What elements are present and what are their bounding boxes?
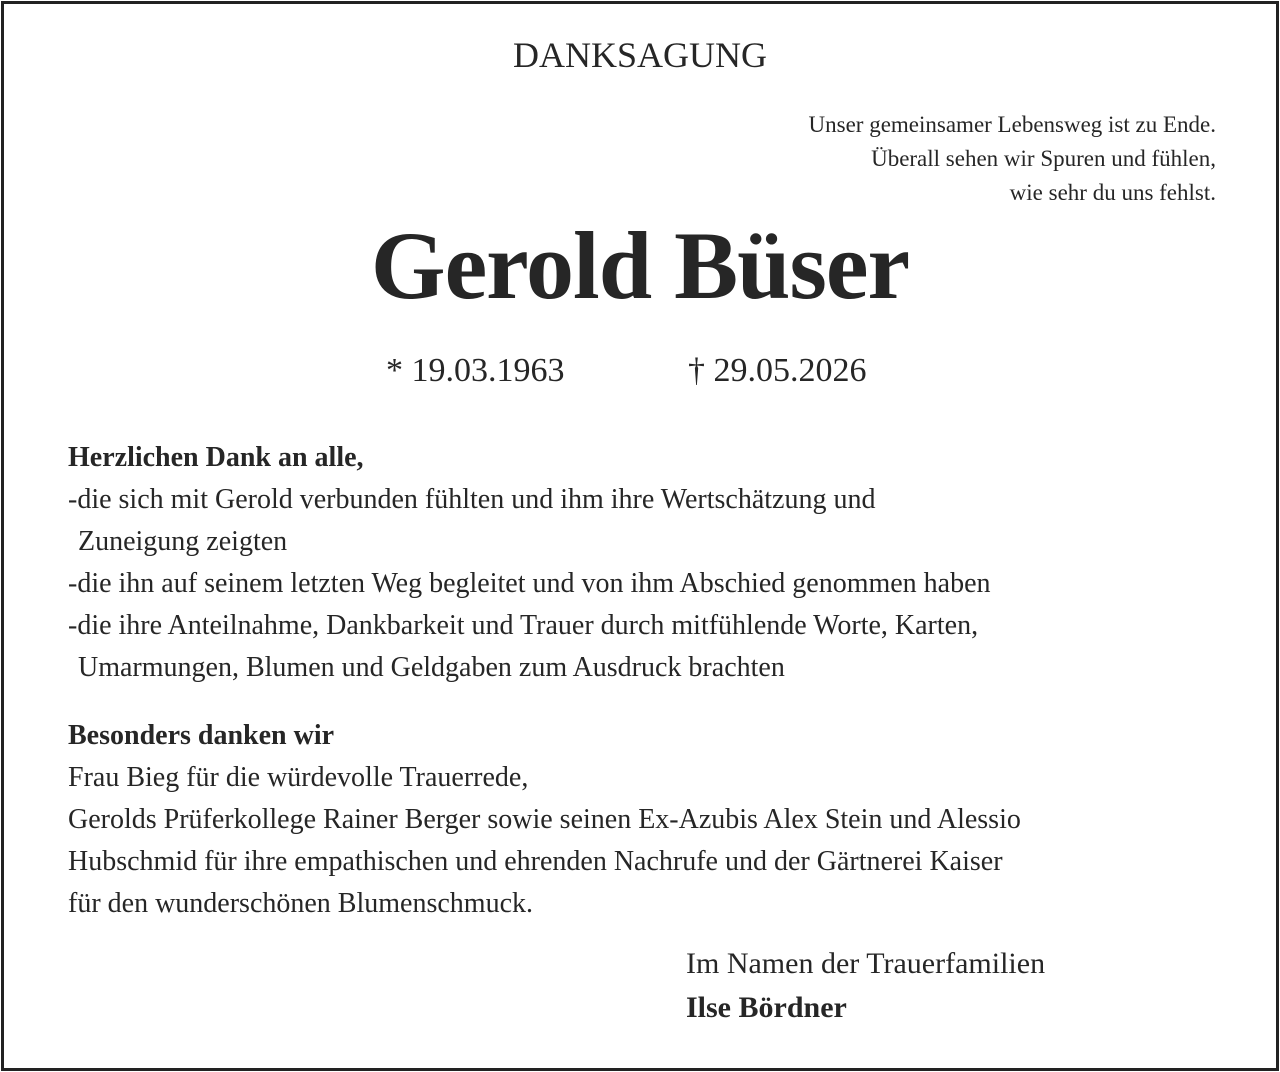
special-thanks-line: Hubschmid für ihre empathischen und ehrenden Nachrufe und der Gärtnerei Kaiser [68, 846, 1003, 877]
special-thanks-line: Frau Bieg für die würdevolle Trauerrede, [68, 762, 529, 793]
thanks-line: -die ihn auf seinem letzten Weg begleitet und von ihm Abschied genommen haben [68, 568, 991, 599]
thanks-line: Zuneigung zeigten [78, 526, 288, 557]
signature-block [686, 942, 1045, 1030]
thanks-line: -die ihre Anteilnahme, Dankbarkeit und Trauer durch mitfühlende Worte, Karten, [68, 610, 979, 641]
quote-line: Überall sehen wir Spuren und fühlen, [871, 146, 1216, 171]
notice-heading: DANKSAGUNG [512, 35, 767, 75]
thanks-section [68, 437, 991, 689]
memorial-quote [809, 108, 1216, 210]
thanks-line: -die sich mit Gerold verbunden fühlten und ihm ihre Wertschätzung und [68, 484, 876, 515]
special-thanks-line: Gerolds Prüferkollege Rainer Berger sowie seinen Ex-Azubis Alex Stein und Alessio [68, 804, 1021, 835]
birth-date: * 19.03.1963 [386, 352, 565, 389]
thanks-title: Herzlichen Dank an alle, [68, 442, 364, 473]
signature-name: Ilse Bördner [686, 991, 847, 1024]
special-thanks-title: Besonders danken wir [68, 720, 335, 751]
deceased-name: Gerold Büser [370, 212, 910, 319]
quote-line: wie sehr du uns fehlst. [1009, 180, 1216, 205]
thanks-line: Umarmungen, Blumen und Geldgaben zum Ausdruck brachten [78, 652, 785, 683]
quote-line: Unser gemeinsamer Lebensweg ist zu Ende. [808, 112, 1216, 137]
death-date: † 29.05.2026 [688, 352, 867, 389]
special-thanks-line: für den wunderschönen Blumenschmuck. [68, 888, 533, 919]
special-thanks-section [68, 715, 1021, 925]
signature-line: Im Namen der Trauerfamilien [686, 947, 1046, 980]
